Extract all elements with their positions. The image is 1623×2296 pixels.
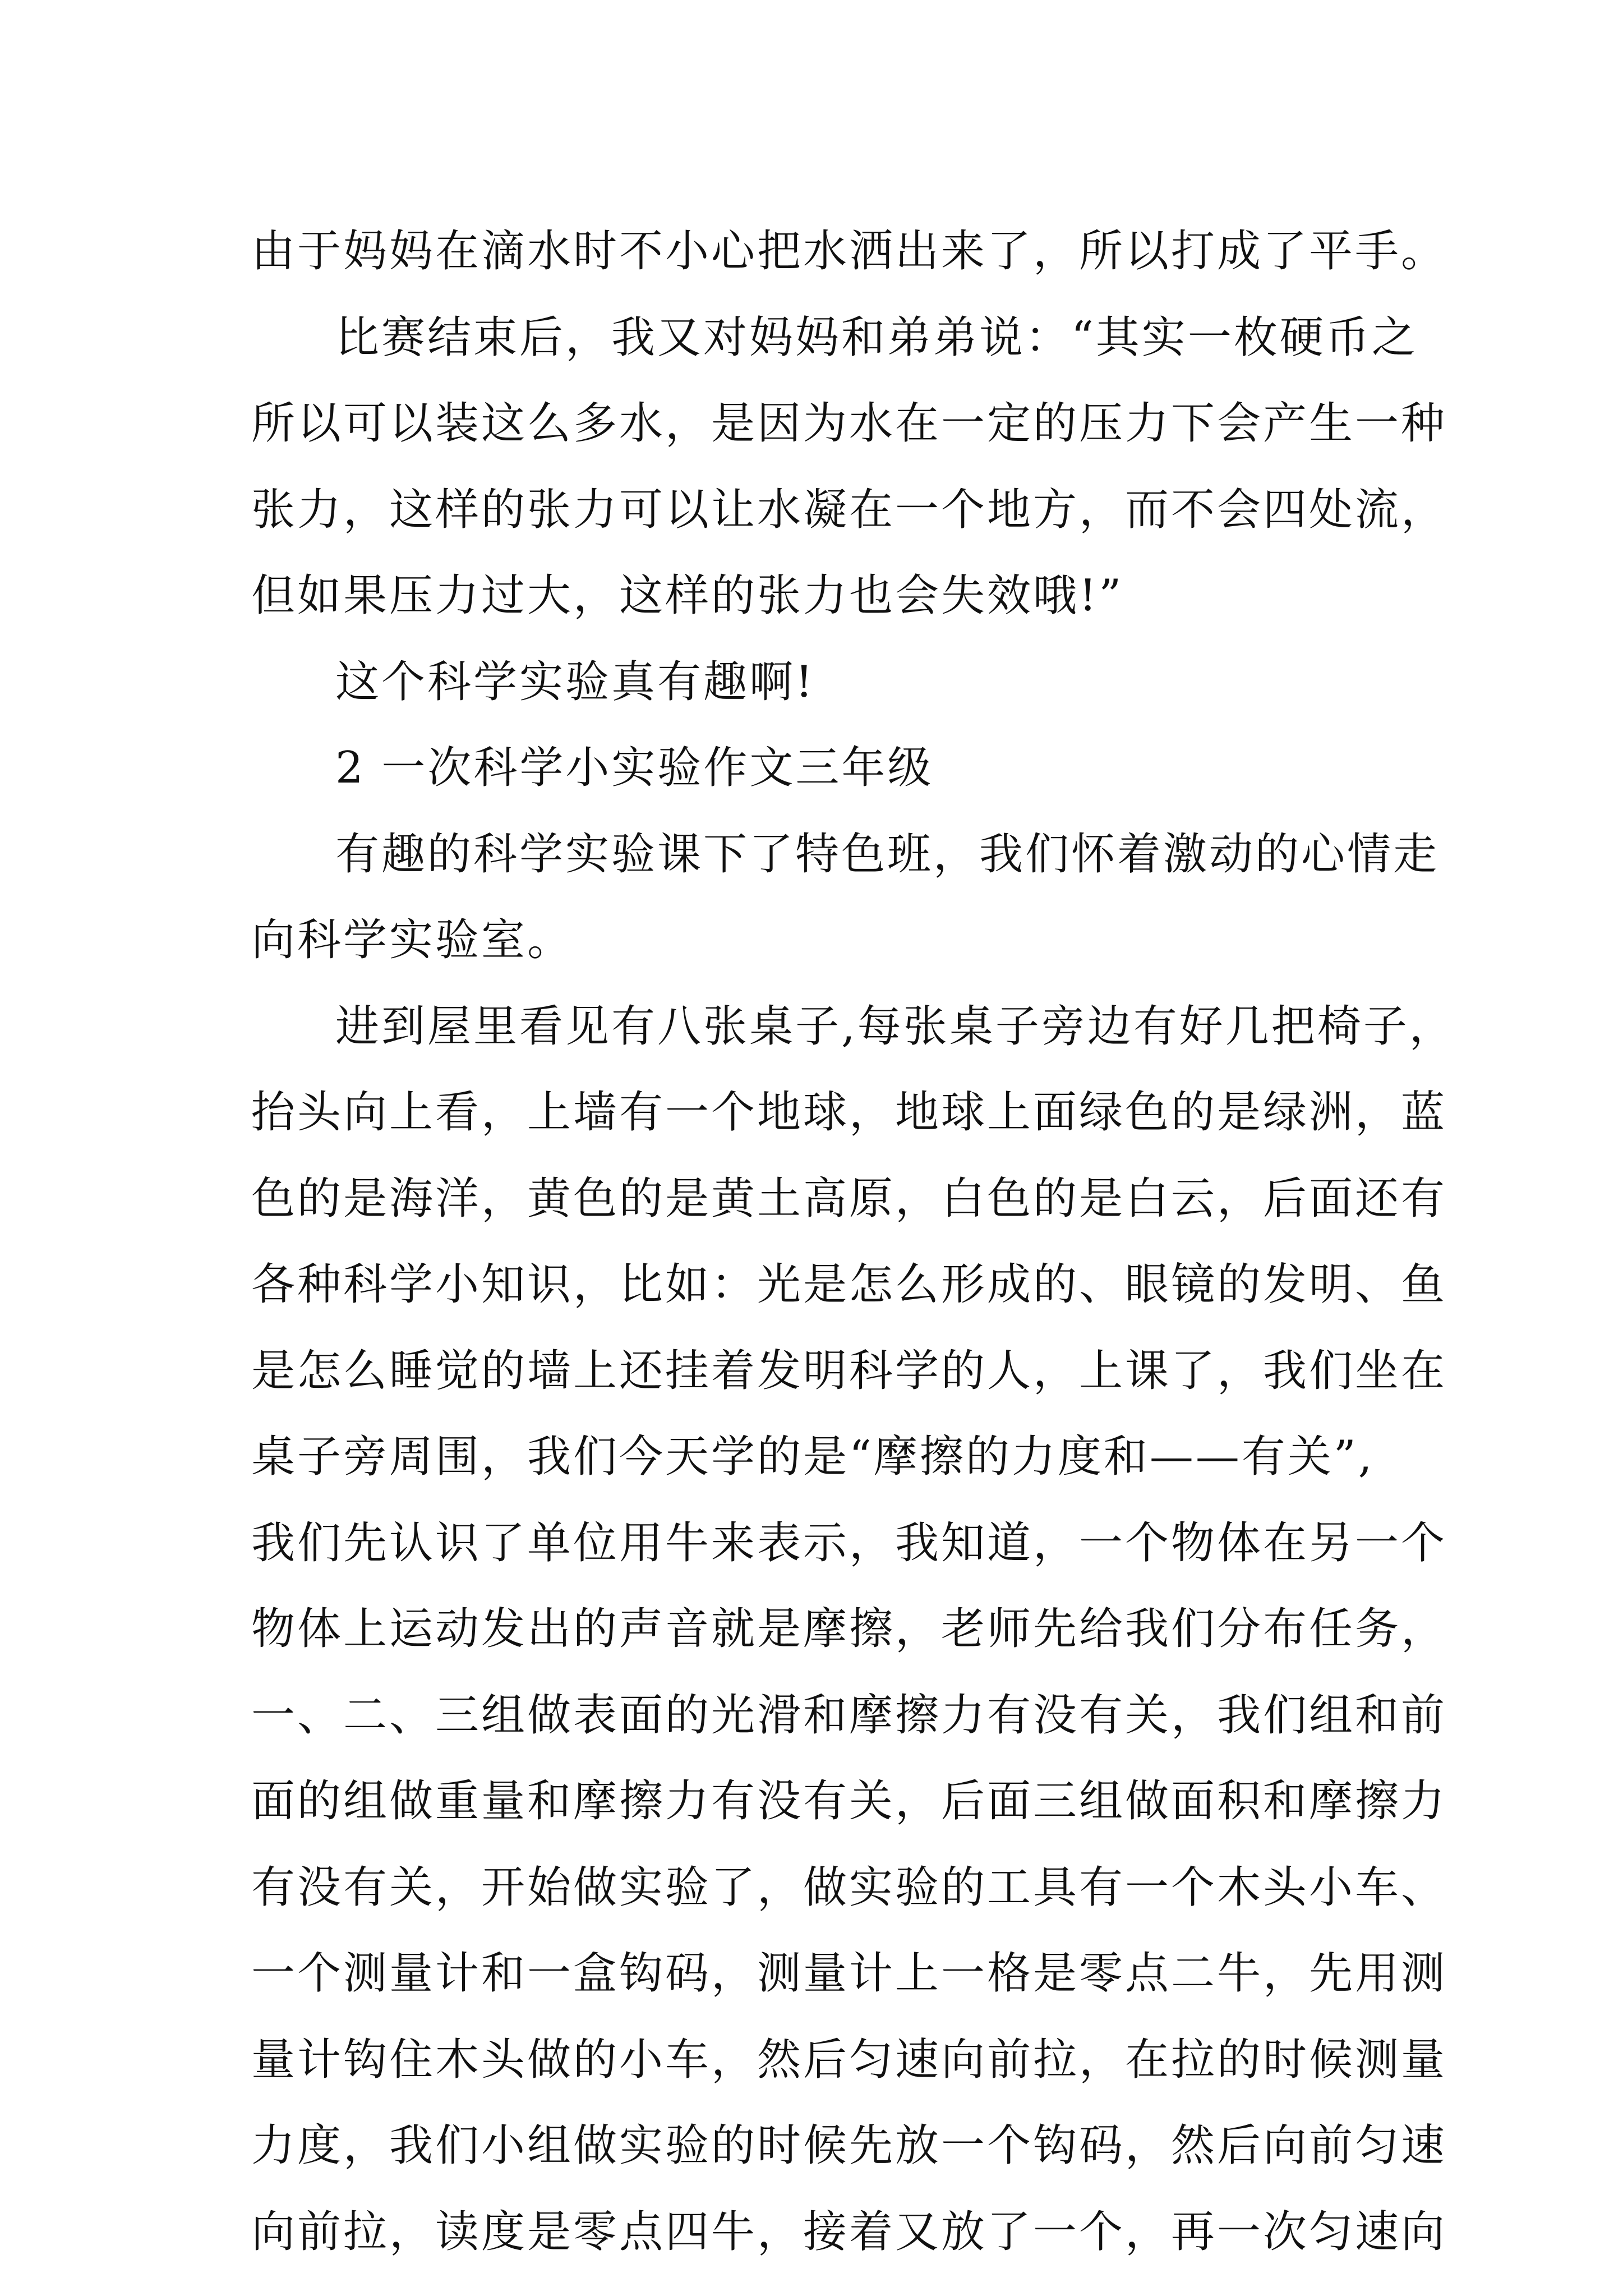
text-line: 物体上运动发出的声音就是摩擦，老师先给我们分布任务， [251,1604,1447,1654]
text-line: 一个测量计和一盒钩码，测量计上一格是零点二牛，先用测 [251,1948,1447,1999]
text-line: 向前拉，读度是零点四牛，接着又放了一个，再一次匀速向 [251,2206,1447,2257]
text-line: 比赛结束后，我又对妈妈和弟弟说：“其实一枚硬币之 [335,312,1418,363]
text-line: 是怎么睡觉的墙上还挂着发明科学的人，上课了，我们坐在 [251,1345,1447,1396]
text-line: 有没有关，开始做实验了，做实验的工具有一个木头小车、 [251,1862,1447,1913]
text-line: 面的组做重量和摩擦力有没有关，后面三组做面积和摩擦力 [251,1776,1447,1826]
text-line: 2 一次科学小实验作文三年级 [335,743,934,793]
text-line: 力度，我们小组做实验的时候先放一个钩码，然后向前匀速 [251,2120,1447,2171]
text-line: 向科学实验室。 [251,915,574,965]
document-body [251,209,1455,2275]
text-line: 这个科学实验真有趣啊! [335,656,815,707]
text-line: 有趣的科学实验课下了特色班，我们怀着激动的心情走 [335,829,1440,880]
text-line: 一、二、三组做表面的光滑和摩擦力有没有关，我们组和前 [251,1690,1447,1741]
text-line: 色的是海洋，黄色的是黄土高原，白色的是白云，后面还有 [251,1173,1447,1224]
text-line: 各种科学小知识，比如：光是怎么形成的、眼镜的发明、鱼 [251,1259,1447,1310]
text-line: 张力，这样的张力可以让水凝在一个地方，而不会四处流， [251,484,1447,535]
text-line: 量计钩住木头做的小车，然后匀速向前拉，在拉的时候测量 [251,2034,1447,2085]
text-line: 桌子旁周围，我们今天学的是“摩擦的力度和——有关”, [251,1432,1375,1482]
text-line: 进到屋里看见有八张桌子,每张桌子旁边有好几把椅子， [335,1001,1455,1052]
text-line: 但如果压力过大，这样的张力也会失效哦!” [251,570,1124,621]
text-line: 由于妈妈在滴水时不小心把水洒出来了，所以打成了平手。 [251,226,1447,277]
text-line: 所以可以装这么多水，是因为水在一定的压力下会产生一种 [251,398,1447,449]
text-line: 我们先认识了单位用牛来表示，我知道，一个物体在另一个 [251,1517,1447,1568]
text-line: 抬头向上看，上墙有一个地球，地球上面绿色的是绿洲，蓝 [251,1087,1447,1138]
